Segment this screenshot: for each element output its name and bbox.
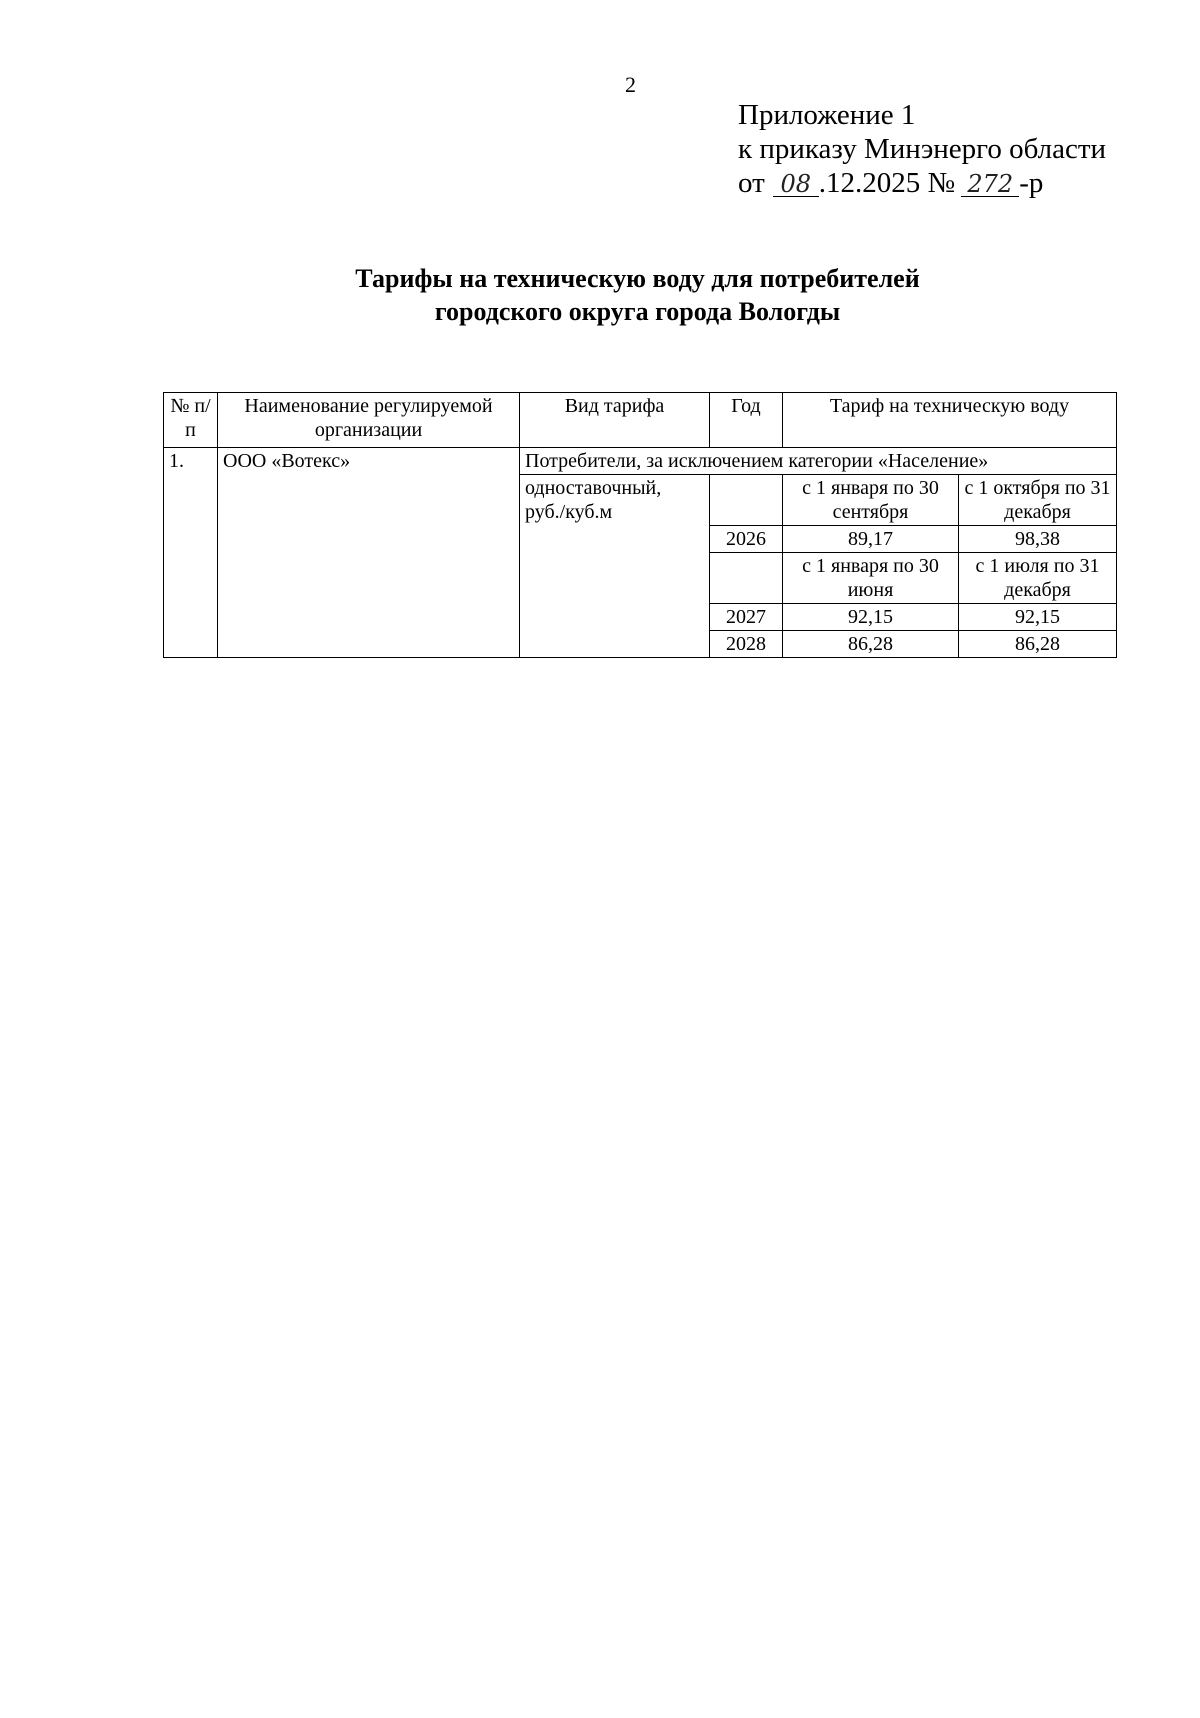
tariff-value: 86,28 (959, 631, 1117, 658)
tariff-value: 86,28 (783, 631, 959, 658)
tariff-type: одноставочный, руб./куб.м (520, 475, 710, 658)
order-suffix: -р (1019, 167, 1044, 199)
title-line-1: Тарифы на техническую воду для потребителей (355, 264, 920, 293)
document-title (0, 262, 1200, 328)
tariff-value: 89,17 (783, 526, 959, 553)
organization-name: ООО «Вотекс» (218, 448, 520, 658)
header-year: Год (710, 393, 783, 448)
tariff-table (163, 392, 1117, 658)
header-org: Наименование регулируемой организации (218, 393, 520, 448)
tariff-value: 98,38 (959, 526, 1117, 553)
period-2027-1: с 1 января по 30 июня (783, 553, 959, 604)
year-cell: 2027 (710, 604, 783, 631)
period-2026-2: с 1 октября по 31 декабря (959, 475, 1117, 526)
appendix-line-3 (738, 166, 1106, 200)
year-cell: 2028 (710, 631, 783, 658)
header-num: № п/п (164, 393, 218, 448)
tariff-value: 92,15 (783, 604, 959, 631)
header-tariff: Тариф на техническую воду (783, 393, 1117, 448)
appendix-line-2: к приказу Минэнерго области (738, 133, 1107, 165)
table-header-row (164, 393, 1117, 448)
year-cell: 2026 (710, 526, 783, 553)
table-row (164, 448, 1117, 475)
page-number: 2 (625, 72, 636, 97)
header-type: Вид тарифа (520, 393, 710, 448)
period-2026-1: с 1 января по 30 сентября (783, 475, 959, 526)
date-rest: .12.2025 № (818, 167, 956, 199)
row-number: 1. (164, 448, 218, 658)
tariff-value: 92,15 (959, 604, 1117, 631)
period-2027-2: с 1 июля по 31 декабря (959, 553, 1117, 604)
title-line-2: городского округа города Вологды (434, 297, 841, 326)
handwritten-day: 08 (773, 172, 819, 197)
appendix-line-1: Приложение 1 (738, 99, 916, 131)
empty-year-cell (710, 475, 783, 526)
handwritten-order-number: 272 (961, 172, 1019, 197)
empty-year-cell (710, 553, 783, 604)
date-prefix: от (738, 167, 765, 199)
consumer-category: Потребители, за исключением категории «Население» (520, 448, 1117, 475)
appendix-header (738, 98, 1106, 200)
